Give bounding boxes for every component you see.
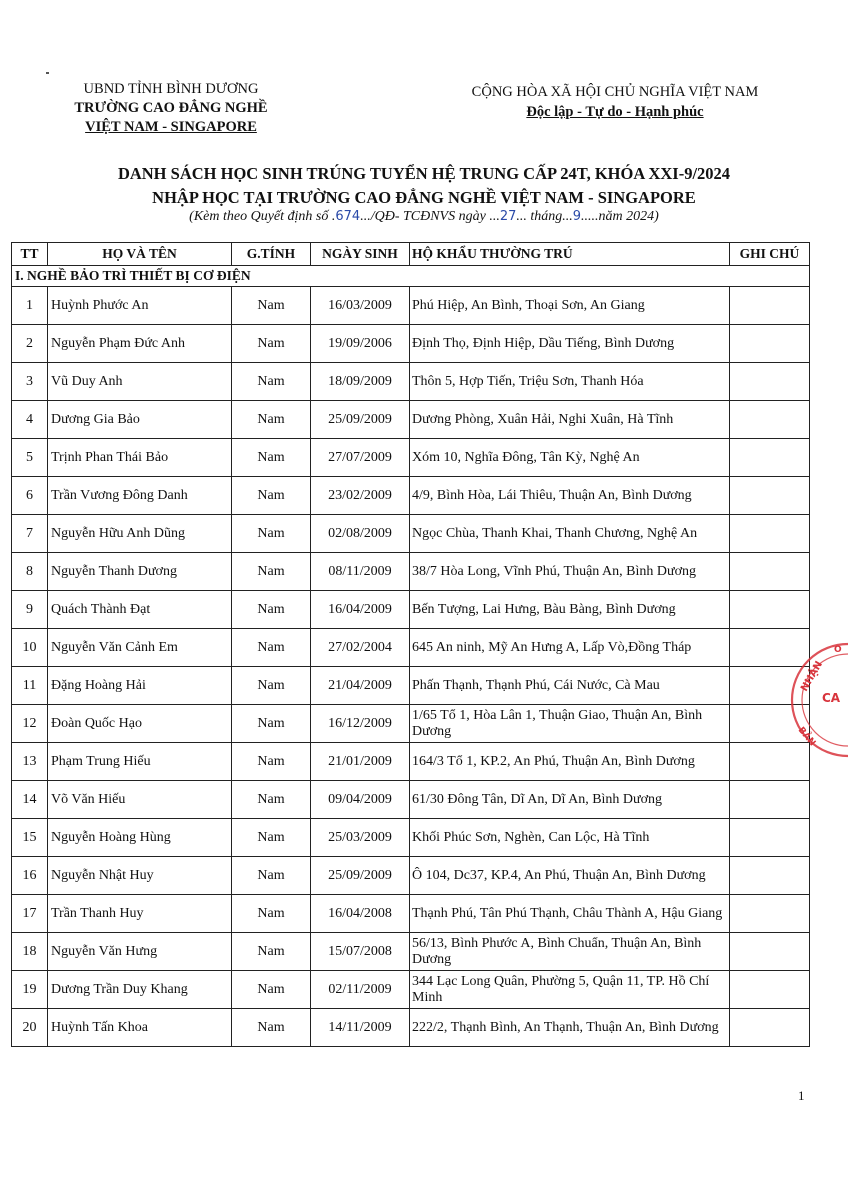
cell-dob: 21/01/2009 — [311, 743, 410, 781]
cell-dob: 16/04/2009 — [311, 591, 410, 629]
cell-address: Ngọc Chùa, Thanh Khai, Thanh Chương, Nghệ An — [410, 515, 730, 553]
cell-gender: Nam — [232, 857, 311, 895]
cell-dob: 25/09/2009 — [311, 401, 410, 439]
cell-tt: 12 — [12, 705, 48, 743]
cell-address: 645 An ninh, Mỹ An Hưng A, Lấp Vò,Đồng Tháp — [410, 629, 730, 667]
col-header-name: HỌ VÀ TÊN — [48, 243, 232, 266]
cell-dob: 15/07/2008 — [311, 933, 410, 971]
decision-month: 9 — [572, 209, 582, 224]
cell-gender: Nam — [232, 401, 311, 439]
cell-address: 1/65 Tổ 1, Hòa Lân 1, Thuận Giao, Thuận An, Bình Dương — [410, 705, 730, 743]
cell-dob: 21/04/2009 — [311, 667, 410, 705]
cell-gender: Nam — [232, 287, 311, 325]
cell-dob: 25/09/2009 — [311, 857, 410, 895]
cell-dob: 08/11/2009 — [311, 553, 410, 591]
cell-tt: 17 — [12, 895, 48, 933]
svg-text:NHẬN: NHẬN — [799, 659, 826, 694]
cell-note — [730, 287, 810, 325]
cell-gender: Nam — [232, 1009, 311, 1047]
cell-gender: Nam — [232, 477, 311, 515]
decision-prefix: (Kèm theo Quyết định số — [189, 209, 329, 224]
cell-address: 4/9, Bình Hòa, Lái Thiêu, Thuận An, Bình Dương — [410, 477, 730, 515]
cell-name: Huỳnh Phước An — [48, 287, 232, 325]
cell-name: Dương Gia Bảo — [48, 401, 232, 439]
table-row — [12, 743, 810, 781]
cell-address: Phú Hiệp, An Bình, Thoại Sơn, An Giang — [410, 287, 730, 325]
col-header-note: GHI CHÚ — [730, 243, 810, 266]
red-seal-stamp — [786, 630, 848, 770]
cell-dob: 16/04/2008 — [311, 895, 410, 933]
document-title-line2: NHẬP HỌC TẠI TRƯỜNG CAO ĐẲNG NGHỀ VIỆT NAM - SINGAPORE — [152, 188, 696, 207]
country-name: CỘNG HÒA XÃ HỘI CHỦ NGHĨA VIỆT NAM — [471, 84, 759, 100]
table-row — [12, 363, 810, 401]
col-header-tt: TT — [12, 243, 48, 266]
cell-tt: 13 — [12, 743, 48, 781]
cell-name: Nguyễn Hữu Anh Dũng — [48, 515, 232, 553]
cell-gender: Nam — [232, 325, 311, 363]
cell-address: Phấn Thạnh, Thạnh Phú, Cái Nước, Cà Mau — [410, 667, 730, 705]
cell-tt: 15 — [12, 819, 48, 857]
agency-name: UBND TỈNH BÌNH DƯƠNG — [83, 81, 259, 97]
cell-address: Bến Tượng, Lai Hưng, Bàu Bàng, Bình Dương — [410, 591, 730, 629]
cell-address: Xóm 10, Nghĩa Đông, Tân Kỳ, Nghệ An — [410, 439, 730, 477]
cell-dob: 19/09/2006 — [311, 325, 410, 363]
cell-address: Dương Phòng, Xuân Hải, Nghi Xuân, Hà Tĩnh — [410, 401, 730, 439]
table-row — [12, 629, 810, 667]
student-list-table — [11, 242, 810, 1047]
cell-address: Ô 104, Dc37, KP.4, An Phú, Thuận An, Bình Dương — [410, 857, 730, 895]
cell-name: Quách Thành Đạt — [48, 591, 232, 629]
cell-name: Trần Thanh Huy — [48, 895, 232, 933]
cell-note — [730, 591, 810, 629]
decision-day: 27 — [499, 209, 517, 224]
cell-note — [730, 857, 810, 895]
table-row — [12, 933, 810, 971]
cell-dob: 18/09/2009 — [311, 363, 410, 401]
cell-address: 164/3 Tổ 1, KP.2, An Phú, Thuận An, Bình Dương — [410, 743, 730, 781]
cell-address: 222/2, Thạnh Bình, An Thạnh, Thuận An, Bình Dương — [410, 1009, 730, 1047]
cell-tt: 6 — [12, 477, 48, 515]
national-motto: Độc lập - Tự do - Hạnh phúc — [526, 104, 704, 120]
cell-dob: 02/11/2009 — [311, 971, 410, 1009]
cell-tt: 2 — [12, 325, 48, 363]
cell-dob: 23/02/2009 — [311, 477, 410, 515]
cell-address: 56/13, Bình Phước A, Bình Chuẩn, Thuận An, Bình Dương — [410, 933, 730, 971]
scan-speck — [46, 72, 49, 74]
svg-text:CA: CA — [822, 691, 841, 705]
cell-name: Đặng Hoàng Hải — [48, 667, 232, 705]
cell-tt: 16 — [12, 857, 48, 895]
table-row — [12, 781, 810, 819]
cell-name: Nguyễn Phạm Đức Anh — [48, 325, 232, 363]
cell-address: Khối Phúc Sơn, Nghèn, Can Lộc, Hà Tĩnh — [410, 819, 730, 857]
table-row — [12, 895, 810, 933]
cell-dob: 16/03/2009 — [311, 287, 410, 325]
cell-gender: Nam — [232, 895, 311, 933]
cell-address: 61/30 Đông Tân, Dĩ An, Dĩ An, Bình Dương — [410, 781, 730, 819]
cell-note — [730, 781, 810, 819]
cell-note — [730, 819, 810, 857]
table-row — [12, 401, 810, 439]
issuer-header — [56, 80, 286, 137]
cell-tt: 20 — [12, 1009, 48, 1047]
cell-name: Vũ Duy Anh — [48, 363, 232, 401]
school-name-line1: TRƯỜNG CAO ĐẲNG NGHỀ — [74, 100, 268, 116]
cell-tt: 7 — [12, 515, 48, 553]
cell-gender: Nam — [232, 515, 311, 553]
decision-number: 674 — [335, 209, 361, 224]
cell-tt: 11 — [12, 667, 48, 705]
decision-reference: (Kèm theo Quyết định số .674.../QĐ- TCĐNVS ngày ...27... tháng...9.....năm 2024) — [189, 209, 659, 224]
table-row — [12, 477, 810, 515]
cell-tt: 1 — [12, 287, 48, 325]
cell-address: Thạnh Phú, Tân Phú Thạnh, Châu Thành A, Hậu Giang — [410, 895, 730, 933]
cell-gender: Nam — [232, 439, 311, 477]
cell-dob: 16/12/2009 — [311, 705, 410, 743]
cell-tt: 18 — [12, 933, 48, 971]
table-row — [12, 439, 810, 477]
cell-name: Võ Văn Hiếu — [48, 781, 232, 819]
document-title-line1: DANH SÁCH HỌC SINH TRÚNG TUYỂN HỆ TRUNG CẤP 24T, KHÓA XXI-9/2024 — [117, 164, 731, 183]
cell-gender: Nam — [232, 819, 311, 857]
national-header — [440, 82, 790, 122]
cell-dob: 09/04/2009 — [311, 781, 410, 819]
cell-note — [730, 363, 810, 401]
cell-tt: 14 — [12, 781, 48, 819]
table-header-row — [12, 243, 810, 266]
section-title: I. NGHỀ BẢO TRÌ THIẾT BỊ CƠ ĐIỆN — [12, 266, 810, 287]
cell-name: Huỳnh Tấn Khoa — [48, 1009, 232, 1047]
cell-note — [730, 971, 810, 1009]
table-row — [12, 287, 810, 325]
cell-note — [730, 895, 810, 933]
cell-gender: Nam — [232, 629, 311, 667]
cell-note — [730, 439, 810, 477]
cell-dob: 27/07/2009 — [311, 439, 410, 477]
cell-tt: 3 — [12, 363, 48, 401]
svg-text:O: O — [834, 645, 842, 655]
table-row — [12, 515, 810, 553]
cell-note — [730, 1009, 810, 1047]
cell-gender: Nam — [232, 553, 311, 591]
table-row — [12, 667, 810, 705]
table-row — [12, 705, 810, 743]
cell-address: Định Thọ, Định Hiệp, Dầu Tiếng, Bình Dương — [410, 325, 730, 363]
cell-dob: 25/03/2009 — [311, 819, 410, 857]
cell-tt: 4 — [12, 401, 48, 439]
table-row — [12, 971, 810, 1009]
cell-name: Phạm Trung Hiếu — [48, 743, 232, 781]
cell-tt: 8 — [12, 553, 48, 591]
cell-address: Thôn 5, Hợp Tiến, Triệu Sơn, Thanh Hóa — [410, 363, 730, 401]
cell-gender: Nam — [232, 781, 311, 819]
cell-dob: 27/02/2004 — [311, 629, 410, 667]
cell-name: Nguyễn Văn Hưng — [48, 933, 232, 971]
table-row — [12, 325, 810, 363]
cell-name: Nguyễn Nhật Huy — [48, 857, 232, 895]
cell-gender: Nam — [232, 705, 311, 743]
cell-note — [730, 401, 810, 439]
decision-suffix: năm 2024) — [598, 209, 659, 224]
table-row — [12, 857, 810, 895]
table-row — [12, 1009, 810, 1047]
cell-tt: 9 — [12, 591, 48, 629]
cell-name: Nguyễn Hoàng Hùng — [48, 819, 232, 857]
cell-note — [730, 477, 810, 515]
col-header-address: HỘ KHẨU THƯỜNG TRÚ — [410, 243, 730, 266]
table-row — [12, 553, 810, 591]
cell-gender: Nam — [232, 743, 311, 781]
cell-name: Nguyễn Văn Cảnh Em — [48, 629, 232, 667]
school-name-line2: VIỆT NAM - SINGAPORE — [85, 119, 257, 135]
cell-name: Trịnh Phan Thái Bảo — [48, 439, 232, 477]
page-number: 1 — [798, 1088, 805, 1103]
table-row — [12, 591, 810, 629]
cell-name: Nguyễn Thanh Dương — [48, 553, 232, 591]
cell-gender: Nam — [232, 363, 311, 401]
cell-name: Đoàn Quốc Hạo — [48, 705, 232, 743]
cell-dob: 14/11/2009 — [311, 1009, 410, 1047]
cell-gender: Nam — [232, 971, 311, 1009]
cell-tt: 5 — [12, 439, 48, 477]
table-row — [12, 819, 810, 857]
svg-text:BẢN: BẢN — [795, 725, 818, 749]
cell-note — [730, 515, 810, 553]
cell-address: 38/7 Hòa Long, Vĩnh Phú, Thuận An, Bình Dương — [410, 553, 730, 591]
cell-note — [730, 325, 810, 363]
cell-gender: Nam — [232, 933, 311, 971]
section-row — [12, 266, 810, 287]
cell-note — [730, 553, 810, 591]
cell-address: 344 Lạc Long Quân, Phường 5, Quận 11, TP. Hồ Chí Minh — [410, 971, 730, 1009]
decision-mid2: tháng — [530, 209, 563, 224]
col-header-gender: G.TÍNH — [232, 243, 311, 266]
cell-tt: 19 — [12, 971, 48, 1009]
cell-gender: Nam — [232, 591, 311, 629]
cell-name: Dương Trần Duy Khang — [48, 971, 232, 1009]
cell-gender: Nam — [232, 667, 311, 705]
cell-note — [730, 933, 810, 971]
cell-tt: 10 — [12, 629, 48, 667]
cell-dob: 02/08/2009 — [311, 515, 410, 553]
cell-name: Trần Vương Đông Danh — [48, 477, 232, 515]
decision-mid1: /QĐ- TCĐNVS ngày — [370, 209, 486, 224]
col-header-dob: NGÀY SINH — [311, 243, 410, 266]
